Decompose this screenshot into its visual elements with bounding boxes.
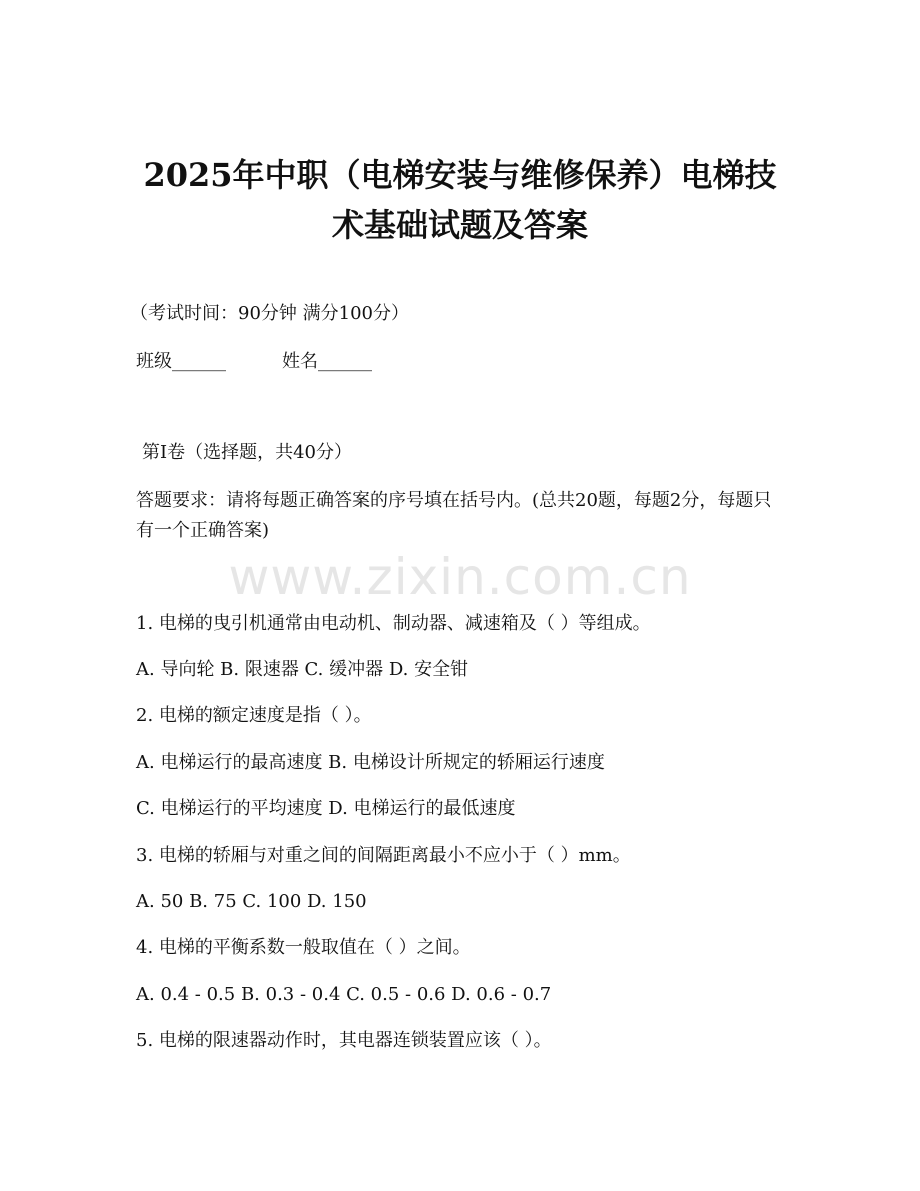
- question-stem: 2. 电梯的额定速度是指（ ）。: [136, 705, 372, 726]
- question-options: A. 导向轮 B. 限速器 C. 缓冲器 D. 安全钳: [136, 659, 469, 680]
- question-options: A. 0.4 - 0.5 B. 0.3 - 0.4 C. 0.5 - 0.6 D. 0.6 - 0.7: [136, 984, 552, 1005]
- section-title: 第Ⅰ卷（选择题，共40分）: [142, 442, 353, 463]
- answer-instructions: 答题要求：请将每题正确答案的序号填在括号内。(总共20题，每题2分，每题只有一个正确答案): [136, 490, 772, 541]
- question-options: C. 电梯运行的平均速度 D. 电梯运行的最低速度: [136, 798, 516, 819]
- class-field-label: 班级______: [136, 351, 226, 372]
- student-info-row: [136, 350, 372, 374]
- name-field-label: 姓名______: [282, 351, 372, 372]
- question-stem: 4. 电梯的平衡系数一般取值在（ ）之间。: [136, 937, 471, 958]
- question-stem: 3. 电梯的轿厢与对重之间的间隔距离最小不应小于（ ）mm。: [136, 845, 631, 866]
- question-stem: 1. 电梯的曳引机通常由电动机、制动器、减速箱及（ ）等组成。: [136, 613, 651, 634]
- exam-info: （考试时间：90分钟 满分100分）: [130, 303, 409, 324]
- watermark-text: www.zixin.com.cn: [228, 548, 692, 606]
- question-options: A. 50 B. 75 C. 100 D. 150: [136, 891, 367, 912]
- document-title: [60, 150, 860, 250]
- question-stem: 5. 电梯的限速器动作时，其电器连锁装置应该（ ）。: [136, 1030, 552, 1051]
- title-line-1: 2025年中职（电梯安装与维修保养）电梯技: [143, 156, 777, 194]
- question-options: A. 电梯运行的最高速度 B. 电梯设计所规定的轿厢运行速度: [136, 752, 605, 773]
- title-line-2: 术基础试题及答案: [331, 206, 588, 244]
